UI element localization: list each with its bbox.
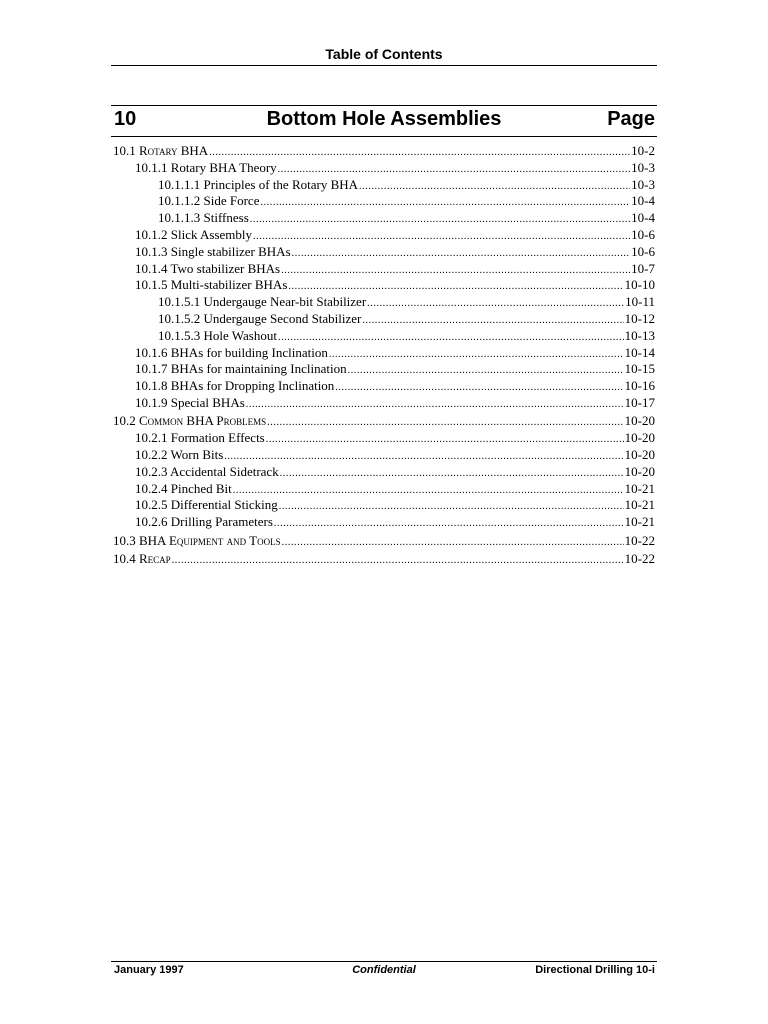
toc-entry-title <box>113 551 171 568</box>
toc-entry[interactable] <box>111 294 655 311</box>
toc-entry-number: 10.2.2 <box>135 446 168 462</box>
toc-entry[interactable] <box>111 361 655 378</box>
toc-entry-label: Side Force <box>203 193 260 209</box>
toc-entry-page: 10-6 <box>631 226 655 242</box>
toc-entry[interactable] <box>111 193 655 210</box>
toc-entry-label: Rotary BHA <box>139 143 209 158</box>
toc-entry-number: 10.1.6 <box>135 344 168 360</box>
toc-entry-page: 10-17 <box>624 394 655 410</box>
toc-entry-number: 10.1.3 <box>135 243 168 259</box>
toc-entry[interactable] <box>111 210 655 227</box>
toc-entry-label: Multi-stabilizer BHAs <box>170 277 288 293</box>
toc-entry-title <box>158 311 361 328</box>
toc-entry[interactable] <box>111 277 655 294</box>
toc-entry-page: 10-12 <box>624 310 655 326</box>
toc-entry-page: 10-15 <box>624 361 655 377</box>
toc-entry-page: 10-20 <box>624 413 655 429</box>
toc-entry-title <box>135 244 291 261</box>
toc-entry-title <box>135 277 287 294</box>
toc-entry-title <box>135 464 279 481</box>
toc-entry[interactable] <box>111 481 655 498</box>
toc-entry-number: 10.2 <box>113 413 136 429</box>
toc-entry-label: Rotary BHA Theory <box>170 159 277 175</box>
toc-entry-page: 10-22 <box>624 550 655 566</box>
toc-entry-number: 10.1.5.2 <box>158 310 201 326</box>
toc-entry-label: BHA Equipment and Tools <box>139 532 281 548</box>
toc-entry-label: Worn Bits <box>170 446 224 462</box>
page-header-title: Table of Contents <box>325 46 443 62</box>
chapter-rule-bottom <box>111 136 657 137</box>
toc-entry-number: 10.3 <box>113 532 136 548</box>
toc-entry[interactable] <box>111 447 655 464</box>
toc-entry-number: 10.1.5.3 <box>158 327 201 343</box>
dot-leader <box>172 551 624 570</box>
toc-entry[interactable] <box>111 311 655 328</box>
toc-entry-title <box>158 294 366 311</box>
toc-entry-label: BHAs for maintaining Inclination <box>170 361 347 377</box>
toc-entry-page: 10-2 <box>631 143 655 158</box>
toc-entry-number: 10.1 <box>113 143 136 158</box>
toc-entry[interactable] <box>111 533 655 550</box>
footer-date: January 1997 <box>114 964 184 976</box>
footer-doc-page: Directional Drilling 10-i <box>535 964 655 976</box>
toc-entry-page: 10-14 <box>624 344 655 360</box>
toc-entry-label: Drilling Parameters <box>170 514 273 530</box>
footer-rule <box>111 961 657 962</box>
toc-entry-title <box>158 177 358 194</box>
toc-entry-page: 10-10 <box>624 277 655 293</box>
toc-entry-title <box>135 261 280 278</box>
toc-entry-title <box>135 227 252 244</box>
toc-entry-number: 10.1.2 <box>135 226 168 242</box>
toc-entry-number: 10.2.3 <box>135 463 168 479</box>
toc-entry[interactable] <box>111 413 655 430</box>
toc-entry-number: 10.2.5 <box>135 497 168 513</box>
toc-entry-title <box>135 378 334 395</box>
toc-entry-title <box>135 447 223 464</box>
toc-entry-title <box>135 361 347 378</box>
toc-entry[interactable] <box>111 261 655 278</box>
toc-entry-number: 10.1.8 <box>135 378 168 394</box>
header-rule <box>111 65 657 66</box>
toc-entry-title <box>158 193 259 210</box>
toc-entry-number: 10.1.1 <box>135 159 168 175</box>
toc-entry-page: 10-20 <box>624 446 655 462</box>
toc-entry-page: 10-20 <box>624 463 655 479</box>
toc-entry-title <box>158 210 249 227</box>
toc-entry[interactable] <box>111 328 655 345</box>
toc-entry-title <box>135 160 277 177</box>
toc-entry-number: 10.4 <box>113 550 136 566</box>
toc-entry-title <box>158 328 277 345</box>
toc-entry-number: 10.1.7 <box>135 361 168 377</box>
toc-entry-label: Pinched Bit <box>170 480 232 496</box>
toc-entry-page: 10-16 <box>624 378 655 394</box>
toc-entry-title <box>135 430 265 447</box>
toc-entry-number: 10.1.5 <box>135 277 168 293</box>
toc-entry[interactable] <box>111 244 655 261</box>
toc-entry-number: 10.1.1.1 <box>158 176 201 192</box>
dot-leader <box>274 514 624 533</box>
toc-entry-number: 10.1.1.2 <box>158 193 201 209</box>
toc-entry-page: 10-4 <box>631 210 655 226</box>
toc-entry-number: 10.1.5.1 <box>158 294 201 310</box>
toc-entry-page: 10-3 <box>631 176 655 192</box>
toc-entry-label: Principles of the Rotary BHA <box>203 176 359 192</box>
toc-entry-title <box>113 413 266 430</box>
toc-entry-title <box>135 497 278 514</box>
toc-entry-page: 10-21 <box>624 480 655 496</box>
chapter-title: Bottom Hole Assemblies <box>266 108 502 130</box>
toc-entry-page: 10-21 <box>624 497 655 513</box>
toc-entry-page: 10-3 <box>631 159 655 175</box>
toc-entry[interactable] <box>111 430 655 447</box>
toc-entry[interactable] <box>111 160 655 177</box>
toc-entry-label: Slick Assembly <box>170 226 253 242</box>
chapter-number: 10 <box>114 108 137 130</box>
toc-entry-number: 10.1.1.3 <box>158 210 201 226</box>
toc-entry[interactable] <box>111 345 655 362</box>
toc-entry-label: Undergauge Near-bit Stabilizer <box>203 294 367 310</box>
toc-entry-title <box>135 345 328 362</box>
table-of-contents <box>111 143 655 568</box>
toc-entry-page: 10-7 <box>631 260 655 276</box>
toc-entry-number: 10.1.4 <box>135 260 168 276</box>
toc-entry[interactable] <box>111 177 655 194</box>
page-footer <box>111 964 657 978</box>
toc-entry-title <box>135 395 245 412</box>
toc-entry-page: 10-20 <box>624 430 655 446</box>
toc-entry-label: BHAs for building Inclination <box>170 344 328 360</box>
toc-entry[interactable] <box>111 514 655 531</box>
dot-leader <box>282 533 624 552</box>
toc-entry[interactable] <box>111 378 655 395</box>
footer-confidential: Confidential <box>352 964 416 976</box>
toc-entry-page: 10-21 <box>624 514 655 530</box>
toc-entry-label: Accidental Sidetrack <box>170 463 279 479</box>
page-column-label: Page <box>607 108 655 130</box>
toc-entry-page: 10-13 <box>624 327 655 343</box>
toc-entry-number: 10.2.4 <box>135 480 168 496</box>
toc-entry-title <box>135 514 273 531</box>
toc-entry[interactable] <box>111 143 655 160</box>
toc-entry-number: 10.2.1 <box>135 430 168 446</box>
toc-entry-label: Special BHAs <box>170 394 245 410</box>
toc-entry-number: 10.2.6 <box>135 514 168 530</box>
toc-entry-label: Formation Effects <box>170 430 265 446</box>
chapter-rule-top <box>111 105 657 106</box>
toc-entry-label: BHAs for Dropping Inclination <box>170 378 335 394</box>
toc-entry-label: Single stabilizer BHAs <box>170 243 291 259</box>
toc-entry-number: 10.1.9 <box>135 394 168 410</box>
toc-entry-title <box>135 481 232 498</box>
toc-entry[interactable] <box>111 497 655 514</box>
toc-entry-label: Hole Washout <box>203 327 277 343</box>
toc-entry[interactable] <box>111 464 655 481</box>
toc-entry-label: Stiffness <box>203 210 249 226</box>
toc-entry-label: Recap <box>139 550 171 566</box>
toc-entry-title <box>113 143 208 160</box>
toc-entry[interactable] <box>111 395 655 412</box>
toc-entry-page: 10-11 <box>625 294 655 310</box>
toc-entry-label: Two stabilizer BHAs <box>170 260 281 276</box>
toc-entry-label: Common BHA Problems <box>139 413 267 429</box>
toc-entry-page: 10-6 <box>631 243 655 259</box>
toc-entry-label: Undergauge Second Stabilizer <box>203 310 362 326</box>
toc-entry-title <box>113 533 281 550</box>
toc-entry-label: Differential Sticking <box>170 497 278 513</box>
toc-entry[interactable] <box>111 227 655 244</box>
toc-entry-page: 10-22 <box>624 532 655 548</box>
toc-entry-page: 10-4 <box>631 193 655 209</box>
toc-entry[interactable] <box>111 551 655 568</box>
chapter-heading <box>111 108 657 134</box>
dot-leader <box>246 395 624 414</box>
